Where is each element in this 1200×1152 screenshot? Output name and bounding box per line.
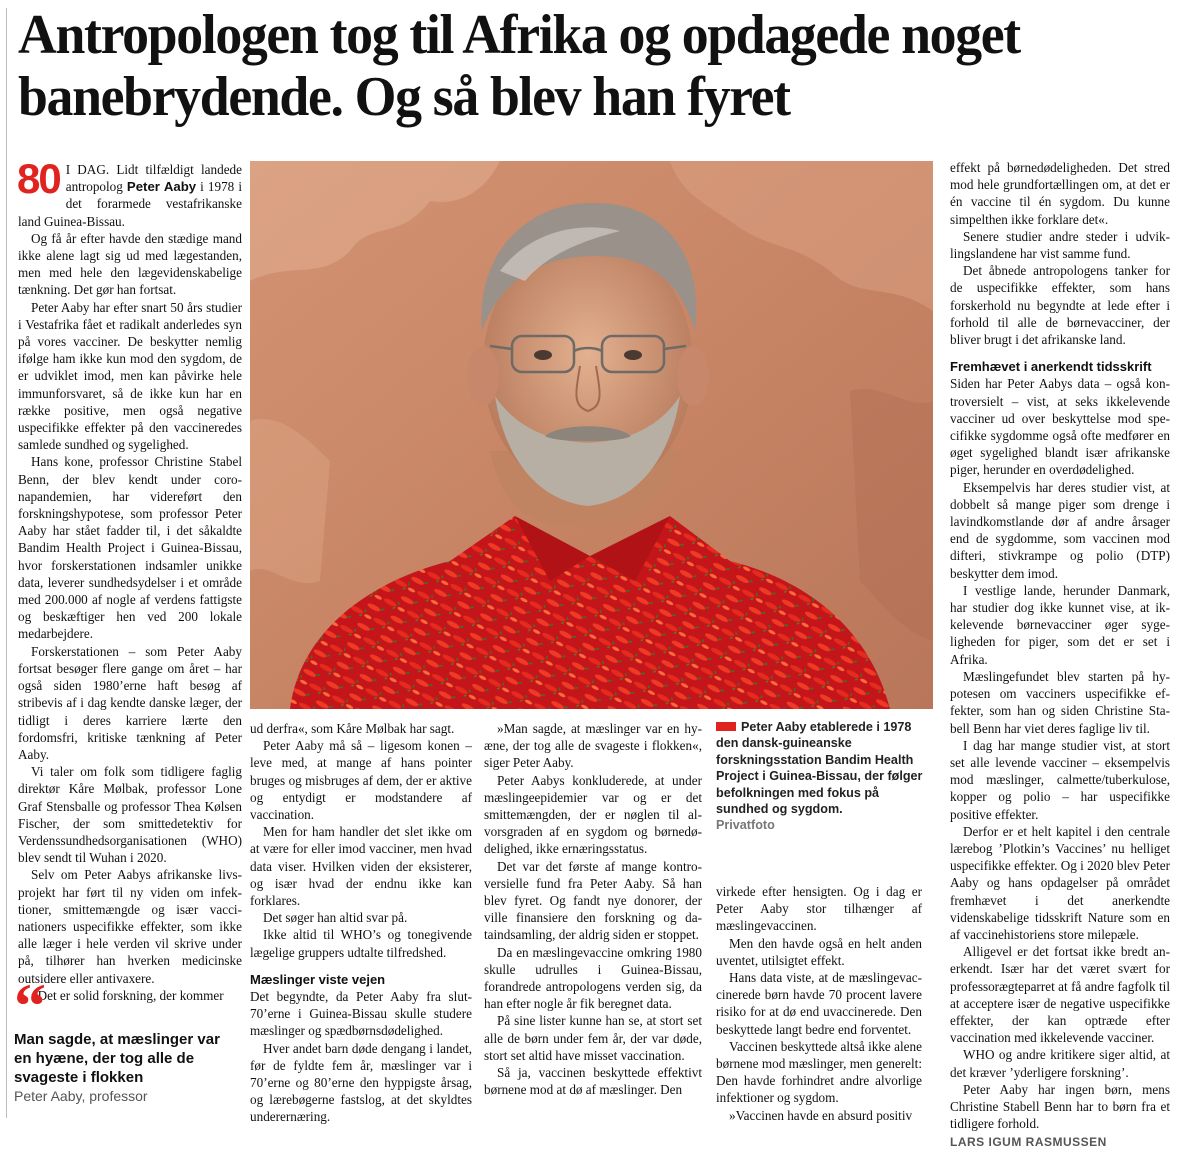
- paragraph: Det søger han altid svar på.: [263, 910, 408, 926]
- age-badge: 80: [17, 155, 60, 202]
- paragraph: Forskerstationen – som Peter Aaby fortsat besøger flere gange om året – har også siden 1980’erne haft besøg af stribevis af i dag kendte danske læger, der tidligt i deres karriere lærte den fordomsfri, kritiske tænkning af Peter Aaby.: [18, 643, 242, 762]
- paragraph: Alligevel er det fortsat ikke bredt anerkendt. Især har det været svært for professorægteparret at få andre fagfolk til at acceptere især de negative uspecifikke effekter, der kan optræde efter vaccination med ikkelevende vacciner.: [950, 944, 1170, 1046]
- paragraph: I dag har mange studier vist, at stort set alle levende vacciner – eksempelvis mod mæslinger, calmette/tuberkulose, kopper og polio – har uspecifikke positive effekter.: [950, 737, 1170, 822]
- paragraph: Peter Aaby har efter snart 50 års studier i Vestafrika fået et radikalt anderledes syn på vores vacciner. De beskytter nemlig ifølge ham ikke kun mod den sygdom, de er udviklet imod, men kan påvirke hele immunforsvaret, så de ikke kun har en række positive, men også negative uspecifikke effekter på den vaccineredes samlede sundhed og sygelighed.: [18, 299, 242, 453]
- article-column-4: [716, 883, 922, 1124]
- paragraph: Og få år efter havde den stædige mand ikke alene lagt sig ud med lægestanden, men med hele den lægevidenskabelige tænkning. Det gør han fortsat.: [18, 230, 242, 298]
- article-column-2: [250, 720, 472, 1126]
- paragraph: effekt på børnedødeligheden. Det stred mod hele grundfortællingen om, at det er én vaccine til én sygdom. Du kunne simpelthen ikke forklare det«.: [950, 160, 1170, 227]
- paragraph: Vi taler om folk som tidligere faglig direktør Kåre Mølbak, professor Lone Graf Stensballe og professor Thea Kølsen Fischer, der som smittedetektiv for Verdenssundhedsorganisationen (WHO) blev sendt til Wuhan i 2020.: [18, 764, 242, 866]
- paragraph: Selv om Peter Aabys afrikanske livsprojekt har ført til ny viden om infektioner, smittemængde og især vaccinationers uspecifikke effekter, som ikke alle læger i hele verden vil skrive under på, tilhører han hverken medicinske outsidere eller antivaxere.: [18, 867, 242, 986]
- portrait-photo: [250, 161, 933, 709]
- paragraph: Men for ham handler det slet ikke om at være for eller imod vacciner, men hvad data viser. Hvilken viden der eksisterer, og især hvad der endnu ikke kan forklares.: [250, 824, 472, 909]
- paragraph: »Det er solid forskning, der kommer: [31, 987, 224, 1003]
- photo-credit: Privatfoto: [716, 818, 775, 833]
- paragraph: Peter Aaby må så – ligesom konen – leve med, at mange af hans pointer bruges og misbruges af dem, der er aktive og entydigt er modstandere af vaccination.: [250, 738, 472, 823]
- paragraph: Så ja, vaccinen beskyttede effektivt børnene mod at dø af mæslinger. Den: [484, 1065, 702, 1098]
- paragraph: Hver andet barn døde dengang i landet, før de fyldte fem år, mæslinger var i 70’erne og 80’erne den hyppigste årsag, og lærebøgerne fastslog, at det skyldtes underernæring.: [250, 1040, 472, 1125]
- caption-marker-icon: [716, 722, 736, 731]
- paragraph: »Vaccinen havde en absurd positiv: [729, 1107, 913, 1123]
- paragraph: Det var det første af mange kontroversielle fund fra Peter Aaby. Så han blev fyret. Og fandt nye donorer, der ville finansiere den forskning og dataindsamling, der aldrig siden er stoppet.: [484, 858, 702, 943]
- subheading: Fremhævet i anerkendt tidsskrift: [950, 359, 1152, 375]
- lead-paragraph: 80 I DAG. Lidt tilfældigt landede antropolog Peter Aaby i 1978 i det forarmede vestafrikanske land Guinea-Bissau.: [17, 155, 242, 229]
- paragraph: WHO og andre kritikere siger altid, at det kræver ’yderligere forskning’.: [950, 1047, 1170, 1080]
- article-column-1: [17, 155, 242, 1004]
- paragraph: Derfor er et helt kapitel i den centrale lærebog ’Plotkin’s Vaccines’ nu helliget uspecifikke effekter. Og i 2020 blev Peter Aaby og hans opdagelser på området fremhævet i det anerkendte videnskabelige tidsskrift Nature som en af vaccinehistoriens store milepæle.: [950, 823, 1170, 942]
- paragraph: Siden har Peter Aabys data – også kontroversielt – vist, at seks ikkelevende vacciner ud over beskyttelse mod specifikke sygdomme også ofte medfører en øget sygelighed blandt især afrikanske piger, herunder en overdødelighed.: [950, 376, 1170, 478]
- quote-text: Man sagde, at mæslinger var en hyæne, der tog alle de svageste i flokken: [14, 1031, 220, 1086]
- quote-author: Peter Aaby, professor: [14, 1088, 148, 1104]
- paragraph: Men den havde også en helt anden uventet, utilsigtet effekt.: [716, 935, 922, 968]
- paragraph: Vaccinen beskyttede altså ikke alene børnene mod mæslinger, men generelt: Den havde forhindret andre alvorlige infektioner og sygdom.: [716, 1038, 922, 1106]
- paragraph: Mæslingefundet blev starten på hypotesen om vacciners uspecifikke effekter, som han og siden Christine Stabell Benn har viet deres faglige liv til.: [950, 668, 1170, 736]
- paragraph: Da en mæslingevaccine omkring 1980 skulle udrulles i Guinea-Bissau, forandrede antropologens verden sig, da han efter nogle år fik beregnet data.: [484, 944, 702, 1012]
- paragraph: På sine lister kunne han se, at stort set alle de børn under fem år, der var døde, stort set altid have misset vaccination.: [484, 1013, 702, 1063]
- paragraph: ud derfra«, som Kåre Mølbak har sagt.: [250, 721, 455, 736]
- paragraph: Peter Aaby har ingen børn, mens Christine Stabell Benn har to børn fra et tidligere forhold.: [950, 1081, 1170, 1132]
- paragraph: virkede efter hensigten. Og i dag er Peter Aaby stor tilhænger af mæslingevaccinen.: [716, 884, 922, 934]
- subheading: Mæslinger viste vejen: [250, 971, 386, 987]
- photo-illustration: [250, 161, 933, 709]
- paragraph: I vestlige lande, herunder Danmark, har studier dog ikke kunnet vise, at ikkelevende børnevacciner øger sygeligheden for piger, som det er set i Afrika.: [950, 582, 1170, 667]
- paragraph: Det begyndte, da Peter Aaby fra slut-70’erne i Guinea-Bissau skulle studere mæslinger og spædbørnsdødelighed.: [250, 989, 472, 1039]
- headline: Antropologen tog til Afrika og opdagede noget banebrydende. Og så blev han fyret: [18, 4, 1020, 128]
- paragraph: Peter Aabys konkluderede, at under mæslingeepidemier var og er det smittemængden, der er nøglen til alvorsgraden af en sygdom og børnedødelighed, ikke ernæringsstatus.: [484, 772, 702, 857]
- byline: LARS IGUM RASMUSSEN: [950, 1135, 1107, 1150]
- paragraph: »Man sagde, at mæslinger var en hyæne, der tog alle de svageste i flokken«, siger Peter Aaby.: [484, 721, 702, 771]
- paragraph: Senere studier andre steder i udviklingslandene har vist samme fund.: [950, 228, 1170, 262]
- paragraph: Ikke altid til WHO’s og tonegivende lægelige gruppers udtalte tilfredshed.: [250, 927, 472, 960]
- person-name: Peter Aaby: [126, 179, 197, 195]
- article-column-3: [484, 720, 702, 1098]
- paragraph: Hans data viste, at de mæslingevaccinerede børn havde 70 procent lavere risiko for at dø end uvaccinerede. Den beskyttede langt bedre end forventet.: [716, 970, 922, 1037]
- paragraph: Hans kone, professor Christine Stabel Benn, der blev kendt under coronapandemien, har videreført den forskningshypotese, som professor Peter Aaby har stået fadder til, i det såkaldte Bandim Health Project i Guinea-Bissau, hvor forskerstationen indsamler unikke data, leverer sundhedsydelser i et område med 200.000 af nogle af verdens fattigste og beskæftiger hen ved 200 lokale medarbejdere.: [18, 454, 242, 642]
- left-column-rule: [6, 8, 7, 1118]
- quote-mark-icon: “: [14, 970, 46, 1041]
- caption-text: Peter Aaby etablerede i 1978 den dansk-guineanske forskningsstation Bandim Health Project i Guinea-Bissau, der følger befolkningen med fokus på sundhed og sygdom.: [716, 720, 923, 817]
- pull-quote: [14, 970, 239, 1104]
- article-column-5: [950, 159, 1170, 1152]
- paragraph: Eksempelvis har deres studier vist, at dobbelt så mange piger som drenge i lavindkomstlande dør af andre årsager end de sygdomme, som vaccinen mod difteri, stivkrampe og polio (DTP) beskytter dem imod.: [950, 479, 1170, 581]
- photo-caption: [716, 719, 928, 834]
- paragraph: Det åbnede antropologens tanker for de uspecifikke effekter, som hans forskerhold nu begyndte at lede efter i forhold til alle de børnevacciner, der bliver brugt i det afrikanske land.: [950, 263, 1170, 348]
